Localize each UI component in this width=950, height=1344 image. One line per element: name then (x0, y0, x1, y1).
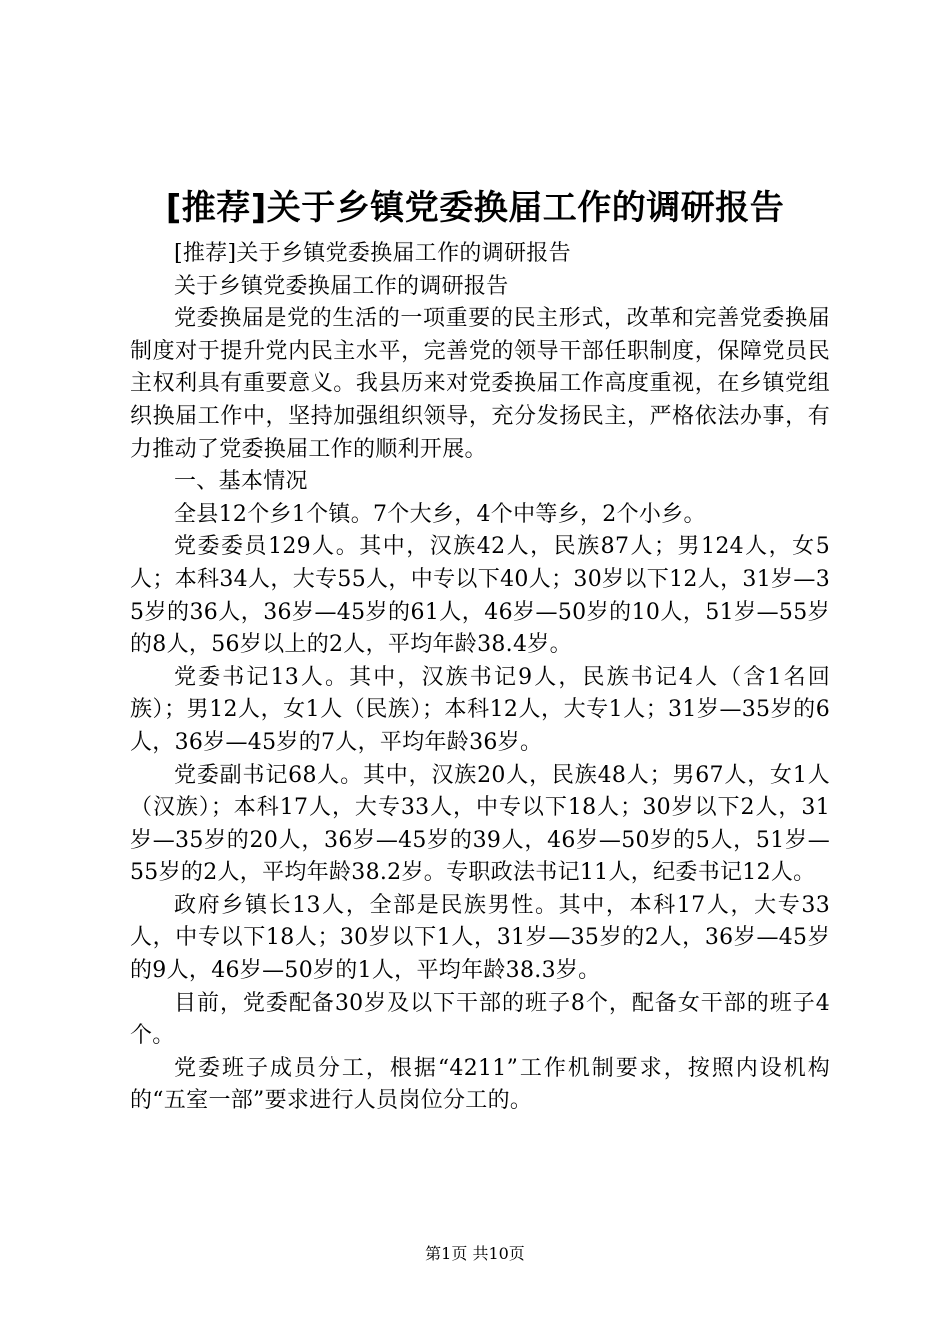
paragraph-division-of-work: 党委班子成员分工，根据“4211”工作机制要求，按照内设机构的“五室一部”要求进行人员岗位分工的。 (130, 1055, 830, 1114)
paragraph-intro: 党委换届是党的生活的一项重要的民主形式，改革和完善党委换届制度对于提升党内民主水平，完善党的领导干部任职制度，保障党员民主权利具有重要意义。我县历来对党委换届工作高度重视，在乡镇党组织换届工作中，坚持加强组织领导，充分发扬民主，严格依法办事，有力推动了党委换届工作的顺利开展。 (130, 306, 830, 462)
paragraph-team-composition: 目前，党委配备30岁及以下干部的班子8个，配备女干部的班子4个。 (130, 990, 830, 1049)
page-number-footer: 第1页 共10页 (425, 1244, 525, 1263)
paragraph-township-heads: 政府乡镇长13人，全部是民族男性。其中，本科17人，大专33人，中专以下18人；30岁以下1人，31岁—35岁的2人，36岁—45岁的9人，46岁—50岁的1人，平均年龄38.3岁。 (130, 892, 830, 984)
paragraph-subtitle: 关于乡镇党委换届工作的调研报告 (174, 273, 509, 299)
document-title: [推荐]关于乡镇党委换届工作的调研报告 (165, 188, 785, 228)
paragraph-township-count: 全县12个乡1个镇。7个大乡，4个中等乡，2个小乡。 (174, 501, 706, 527)
paragraph-committee-members: 党委委员129人。其中，汉族42人，民族87人；男124人，女5人；本科34人，大专55人，中专以下40人；30岁以下12人，31岁—35岁的36人，36岁—45岁的61人，46岁—50岁的10人，51岁—55岁的8人，56岁以上的2人，平均年龄38.4岁。 (130, 534, 830, 658)
paragraph-deputy-secretaries: 党委副书记68人。其中，汉族20人，民族48人；男67人，女1人（汉族）；本科17人，大专33人，中专以下18人；30岁以下2人，31岁—35岁的20人，36岁—45岁的39人，46岁—50岁的5人，51岁—55岁的2人，平均年龄38.2岁。专职政法书记11人，纪委书记12人。 (130, 762, 830, 886)
paragraph-repeated-title: [推荐]关于乡镇党委换届工作的调研报告 (174, 241, 571, 266)
paragraph-party-secretaries: 党委书记13人。其中，汉族书记9人，民族书记4人（含1名回族）；男12人，女1人（民族）；本科12人，大专1人；31岁—35岁的6人，36岁—45岁的7人，平均年龄36岁。 (130, 664, 830, 755)
section-heading-basic-situation: 一、基本情况 (174, 469, 308, 495)
document-body (130, 238, 830, 1118)
